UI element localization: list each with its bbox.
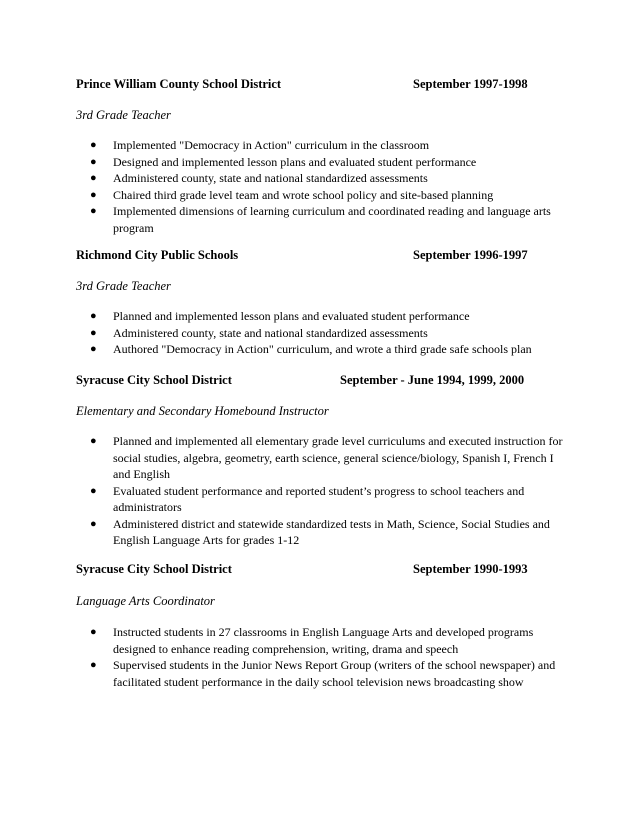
employer-name: Richmond City Public Schools xyxy=(76,248,239,262)
list-item: ● Evaluated student performance and reported student’s progress to school teachers and administrators xyxy=(90,483,525,514)
employment-dates: September 1997-1998 xyxy=(413,77,528,91)
duties-list xyxy=(76,137,566,236)
bullet-icon: ● xyxy=(90,435,97,447)
list-item: ● Authored "Democracy in Action" curriculum, and wrote a third grade safe schools plan xyxy=(90,342,532,356)
job-title: Language Arts Coordinator xyxy=(76,594,215,608)
employment-dates: September 1990-1993 xyxy=(413,562,528,576)
job-title: Elementary and Secondary Homebound Instructor xyxy=(76,404,329,418)
bullet-icon: ● xyxy=(90,188,97,201)
job-title: 3rd Grade Teacher xyxy=(76,279,171,293)
bullet-icon: ● xyxy=(90,626,97,638)
bullet-icon: ● xyxy=(90,326,97,339)
employer-name: Syracuse City School District xyxy=(76,373,232,387)
employment-dates: September 1996-1997 xyxy=(413,248,528,262)
list-item: ● Designed and implemented lesson plans and evaluated student performance xyxy=(90,154,477,169)
list-item: ● Administered district and statewide standardized tests in Math, Science, Social Studies and English Language Arts for grades 1-12 xyxy=(90,516,550,547)
list-item: ● Administered county, state and national standardized assessments xyxy=(90,325,428,340)
list-item: ● Chaired third grade level team and wrote school policy and site-based planning xyxy=(90,187,494,202)
bullet-icon: ● xyxy=(90,205,97,217)
employment-dates: September - June 1994, 1999, 2000 xyxy=(340,373,525,387)
bullet-icon: ● xyxy=(90,172,97,184)
bullet-icon: ● xyxy=(90,659,97,671)
list-item: ● Implemented "Democracy in Action" curriculum in the classroom xyxy=(90,138,430,152)
bullet-icon: ● xyxy=(90,484,97,497)
bullet-icon: ● xyxy=(90,155,97,168)
bullet-icon: ● xyxy=(90,310,97,322)
duties-list xyxy=(76,433,566,549)
list-item: ● Planned and implemented lesson plans and evaluated student performance xyxy=(90,309,470,323)
list-item: ● Instructed students in 27 classrooms in English Language Arts and developed programs designed to enhance reading comprehension, writing, drama and speech xyxy=(90,625,534,656)
bullet-icon: ● xyxy=(90,139,97,151)
bullet-icon: ● xyxy=(90,517,97,530)
bullet-icon: ● xyxy=(90,343,97,355)
employer-name: Prince William County School District xyxy=(76,77,282,91)
duties-list xyxy=(76,308,566,358)
duties-list xyxy=(76,624,566,690)
job-title: 3rd Grade Teacher xyxy=(76,108,171,122)
employer-name: Syracuse City School District xyxy=(76,562,232,576)
list-item: ● Administered county, state and national standardized assessments xyxy=(90,171,428,185)
list-item: ● Implemented dimensions of learning curriculum and coordinated reading and language arts program xyxy=(90,204,551,235)
list-item: ● Planned and implemented all elementary grade level curriculums and executed instruction for social studies, algebra, geometry, earth science, general science/biology, Spanish I, French I and English xyxy=(90,434,563,481)
list-item: ● Supervised students in the Junior News Report Group (writers of the school newspaper) and facilitated student performance in the daily school television news broadcasting show xyxy=(90,658,556,689)
